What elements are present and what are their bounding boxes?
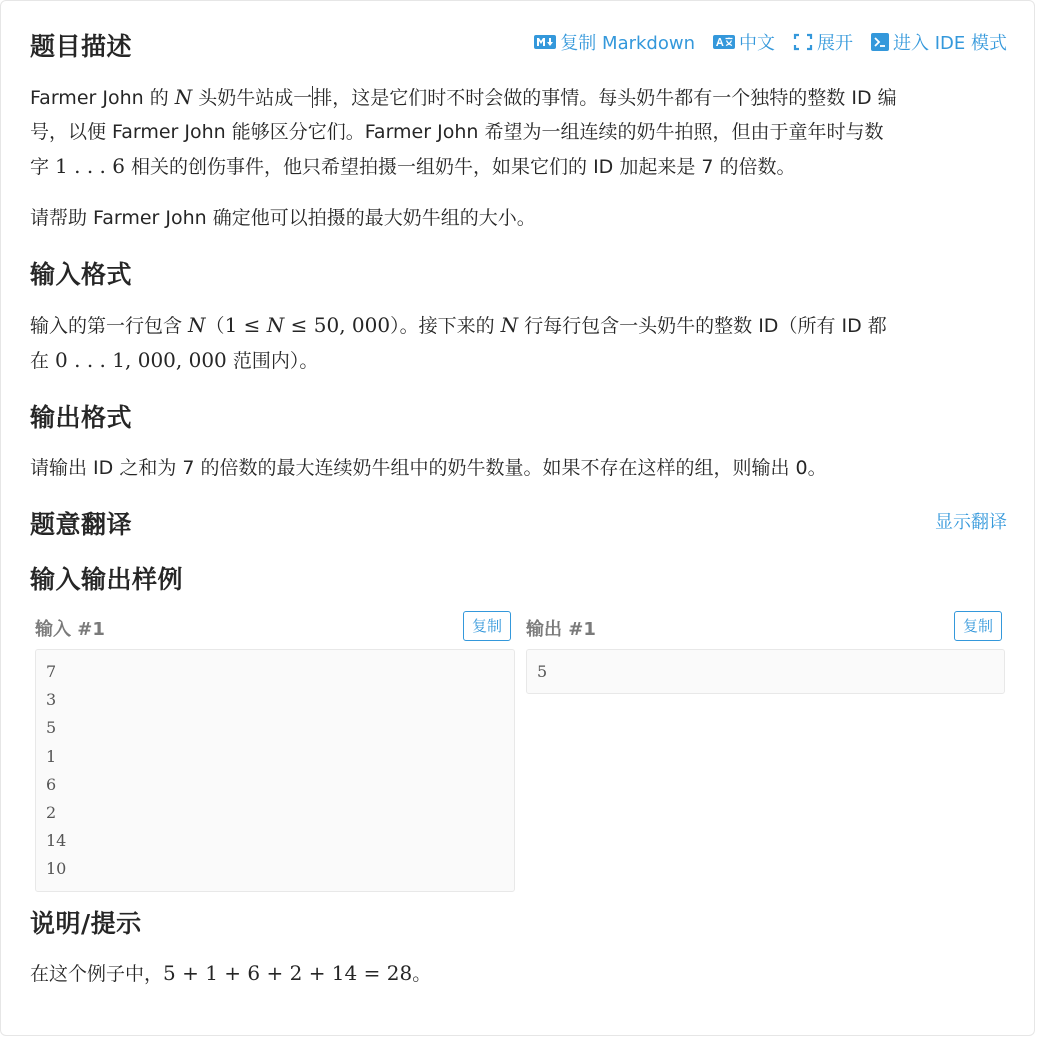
- output-format-text: 请输出 ID 之和为 7 的倍数的最大连续奶牛组中的奶牛数量。如果不存在这样的组，则输出 0。: [30, 457, 827, 479]
- input-sample-label: 输入 #1: [35, 619, 105, 640]
- copy-markdown-label: 复制 Markdown: [560, 33, 695, 54]
- sample-line: 6: [46, 774, 57, 794]
- input-sample-box: [35, 649, 515, 892]
- page-title: 题目描述: [30, 32, 133, 61]
- hint-text: [30, 956, 1010, 991]
- description-text: 头奶牛站成一: [192, 87, 313, 109]
- input-format-segment: 输入的第一行包含: [30, 315, 189, 337]
- sample-line: 3: [46, 690, 57, 710]
- description-text: 号，以便 Farmer John 能够区分它们。Farmer John 希望为一组连续的奶牛拍照，但由于童年时与数: [30, 121, 884, 143]
- terminal-icon: [871, 33, 889, 51]
- math-range: 1 . . . 6: [55, 154, 125, 178]
- description-paragraph: [30, 80, 1010, 184]
- input-format-segment: 在: [30, 350, 56, 372]
- input-format-segment: （: [205, 315, 225, 337]
- math-n: N: [266, 313, 285, 337]
- expand-label: 展开: [817, 33, 853, 54]
- sample-line: 1: [46, 746, 57, 766]
- translation-title: 题意翻译: [30, 510, 133, 539]
- markdown-icon: [534, 34, 556, 50]
- description-text: 字: [30, 156, 56, 178]
- math-n: N: [188, 313, 206, 337]
- math-range: 0 . . . 1, 000, 000: [55, 348, 227, 372]
- hint-title: 说明/提示: [30, 909, 142, 938]
- description-text: 排，这是它们时不时会做的事情。每头奶牛都有一个独特的整数 ID 编: [313, 87, 897, 109]
- copy-input-button[interactable]: 复制: [463, 611, 511, 641]
- ide-mode-label: 进入 IDE 模式: [893, 33, 1007, 54]
- math-constraint: ≤ 50, 000: [284, 313, 391, 337]
- output-sample-label: 输出 #1: [526, 619, 596, 640]
- expand-icon: [793, 33, 813, 51]
- input-format-segment: ）。接下来的: [390, 315, 501, 337]
- ide-mode-button[interactable]: [871, 29, 1007, 55]
- output-format-title: 输出格式: [30, 403, 133, 432]
- language-button[interactable]: [713, 29, 775, 55]
- math-n: N: [500, 313, 519, 337]
- expand-button[interactable]: [793, 29, 853, 55]
- description-paragraph-2: 请帮助 Farmer John 确定他可以拍摄的最大奶牛组的大小。: [30, 207, 536, 229]
- description-text: 相关的创伤事件，他只希望拍摄一组奶牛，如果它们的 ID 加起来是 7 的倍数。: [125, 156, 796, 178]
- sample-line: 14: [46, 831, 67, 851]
- input-format-segment: 行每行包含一头奶牛的整数 ID（所有 ID 都: [518, 315, 887, 337]
- input-format-text: [30, 308, 1010, 378]
- sample-line: 2: [46, 803, 57, 823]
- math-n: N: [174, 85, 193, 109]
- sample-line: 5: [46, 718, 57, 738]
- description-text: Farmer John 的: [30, 87, 175, 109]
- translate-icon: [713, 34, 735, 50]
- show-translation-link[interactable]: 显示翻译: [935, 512, 1007, 533]
- input-format-segment: 范围内）。: [226, 350, 319, 372]
- hint-segment: 。: [412, 963, 432, 985]
- copy-output-button[interactable]: 复制: [954, 611, 1002, 641]
- sample-line: 10: [46, 859, 67, 879]
- samples-title: 输入输出样例: [30, 565, 184, 594]
- header-actions: [534, 29, 1007, 55]
- input-format-title: 输入格式: [30, 260, 133, 289]
- hint-segment: 在这个例子中，: [30, 963, 164, 985]
- math-constraint: 1 ≤: [224, 313, 267, 337]
- output-sample-box: [526, 649, 1005, 694]
- copy-markdown-button[interactable]: [534, 29, 695, 55]
- sample-line: 5: [537, 662, 548, 681]
- math-sum: 5 + 1 + 6 + 2 + 14 = 28: [163, 961, 413, 985]
- language-label: 中文: [739, 33, 775, 54]
- sample-line: 7: [46, 662, 57, 681]
